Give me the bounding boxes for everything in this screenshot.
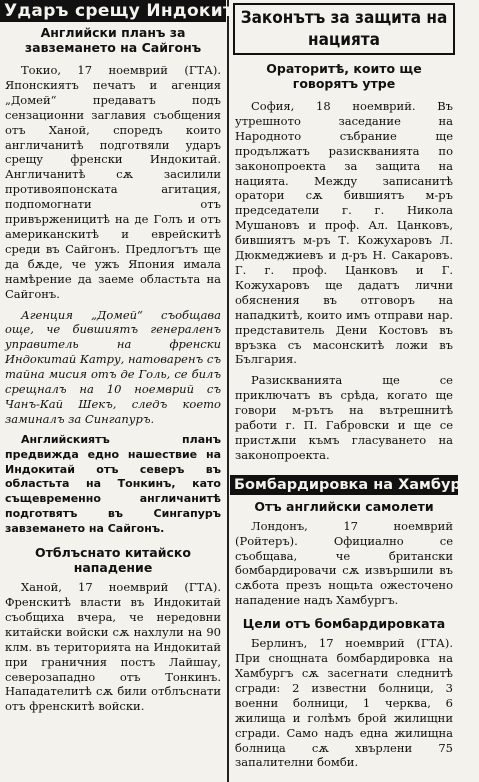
article-sofia-paragraph: София, 18 ноемврий. Въ утрешното заседание на Народното събрание ще продължатъ разискванията по законопроекта за защита на нацията. Между записанитѣ оратори сѫ бившиятъ м-ръ председатели г. г. Никола Мушановъ и проф. Ал. Цанковъ, бившиятъ м-ръ Т. Кожухаровъ Л. Дюкмеджиевъ и д-ръ Н. Сакаровъ. Г. г. проф. Цанковъ и Г. Кожухаровъ ще дадатъ лични обяснения въ отговоръ на нападкитѣ, които имъ отправи нар. представитель Дени Костовъ въ връзка съ масонскитѣ ложи въ България.: [235, 99, 453, 367]
article-english-plan-paragraph: Английскиятъ планъ предвижда едно нашествие на Индокитай отъ северъ въ областьта на Тонкинъ, като същевременно англичанитѣ подготвятъ въ Сингапуръ завземането на Сайгонъ.: [5, 432, 221, 536]
subhead-chinese-attack: Отблъснато китайско нападение: [35, 545, 191, 576]
headline-nation-law: Законътъ за защита на нацията: [233, 3, 455, 55]
subhead-saigon-plan: Английски планъ за завземането на Сайгонъ: [24, 25, 202, 55]
headline-hamburg: Бомбардировка на Хамбургъ: [230, 475, 458, 495]
article-berlin-paragraph: Берлинъ, 17 ноемврий (ГТА). При снощната бомбардировка на Хамбургъ сѫ засегнати следнитѣ сгради: 2 известни болници, 3 военни болници, 1 черква, 6 жилища и голѣмъ брой жилищни сгради. Само надъ една жилищна болница сѫ хвърлени 75 запалителни бомби.: [235, 636, 453, 770]
article-debate-end-paragraph: Разискванията ще се приключатъ въ срѣда, когато ще говори м-рътъ на вътрешнитѣ работи г. П. Габровски и ще се пристѫпи къмъ гласуването на законопроекта.: [235, 373, 453, 462]
article-london-paragraph: Лондонъ, 17 ноемврий (Ройтеръ). Официално се съобщава, че британски бомбардировачи сѫ извършили въ сѫбота презъ нощьта ожесточено нападение надъ Хамбургъ.: [235, 518, 453, 608]
subhead-bombing-targets: Цели отъ бомбардировката: [242, 616, 446, 632]
article-hanoi-paragraph: Ханой, 17 ноемврий (ГТА). Френскитѣ власти въ Индокитай съобщиха вчера, че нередовни китайски войски сѫ нахлули на 90 клм. въ територията на Индокитай при граничния постъ Лайшау, северозападно отъ Тонкинъ. Нападателитѣ сѫ били отблъснати отъ френскитѣ войски.: [5, 580, 221, 714]
subhead-english-planes: Отъ английски самолети: [254, 498, 434, 514]
article-tokyo-paragraph: Токио, 17 ноемврий (ГТА). Японскиятъ печатъ и агенция „Домей“ предаватъ подъ сензационни заглавия съобщения отъ Ханой, споредъ които англичанитѣ подготвяли ударъ срещу френски Индокитай. Англичанитѣ сѫ засилили противояпонската агитация, подпомогнати отъ привърженицитѣ на де Голъ и отъ американскитѣ и еврейскитѣ среди въ Сайгонъ. Предлогътъ ще да бѫде, че ужъ Япония имала намѣрение да заеме областьта на Сайгонъ.: [5, 63, 221, 301]
headline-indochina: Ударъ срещу Индокитай: [0, 0, 226, 22]
column-rule: [227, 0, 229, 782]
article-domei-paragraph: Агенция „Домей“ съобщава още, че бившиятъ генераленъ управитель на френски Индокитай Катру, натоваренъ съ тайна мисия отъ де Голь, се билъ срещналъ на 10 ноемврий съ Чанъ-Кай Шекъ, следъ което заминалъ за Сингапуръ.: [5, 307, 221, 426]
subhead-orators: Ораторитѣ, които ще говорятъ утре: [266, 61, 422, 91]
right-column: [230, 0, 479, 782]
